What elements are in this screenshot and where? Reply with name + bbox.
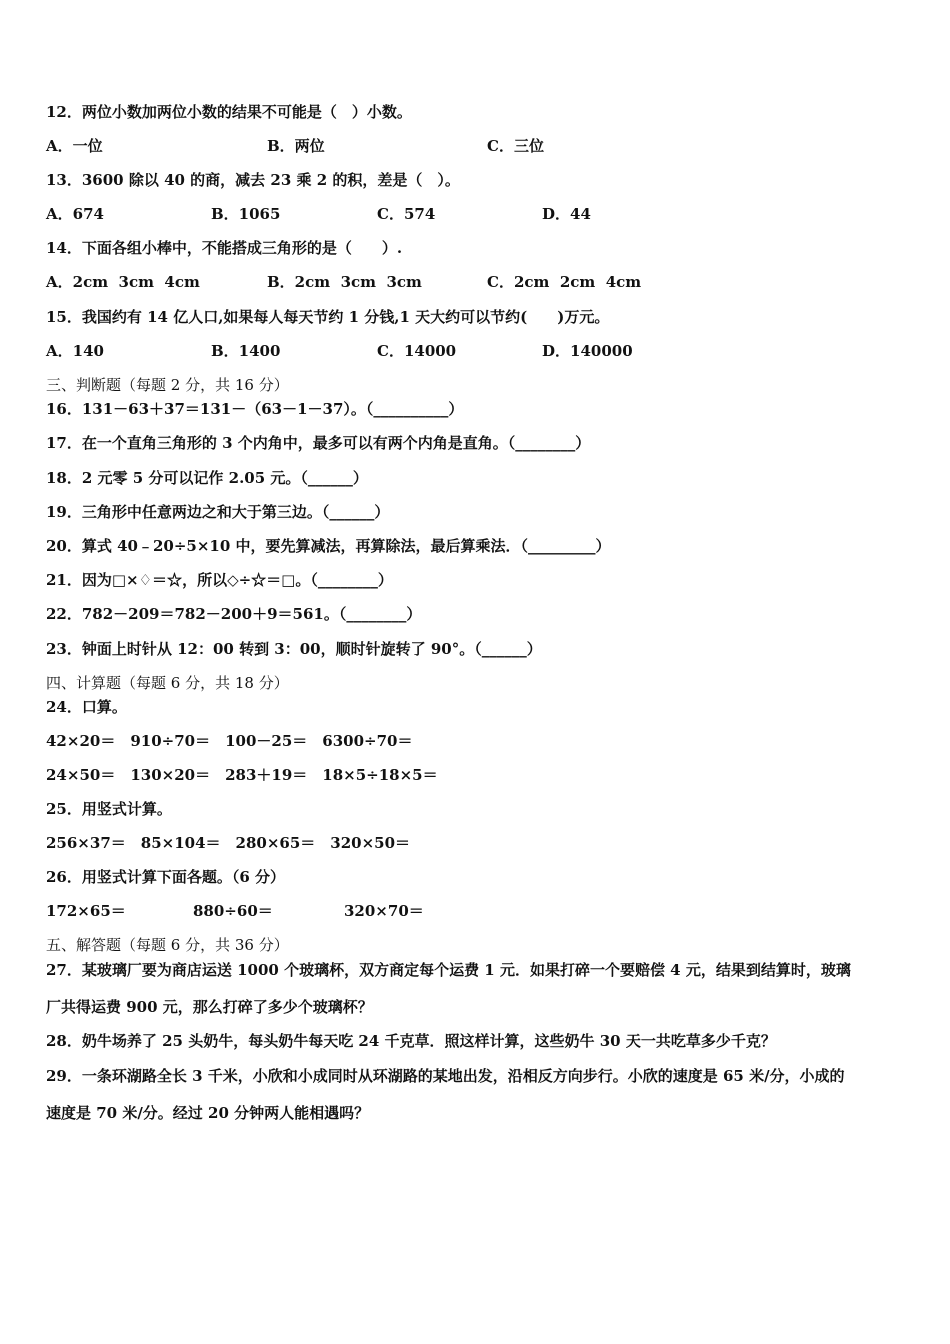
question-19: 19．三角形中任意两边之和大于第三边。（______）	[46, 503, 390, 521]
question-16: 16．131－63＋37＝131－（63－1－37）。（__________）	[46, 400, 464, 418]
question-15-stem: 15．我国约有 14 亿人口,如果每人每天节约 1 分钱,1 天大约可以节约( )万元。	[46, 308, 610, 326]
question-28: 28．奶牛场养了 25 头奶牛，每头奶牛每天吃 24 千克草．照这样计算，这些奶牛 30 天一共吃草多少千克？	[46, 1032, 776, 1050]
question-12-option-c: C．三位	[487, 137, 544, 155]
question-26-stem: 26．用竖式计算下面各题。（6 分）	[46, 868, 286, 886]
question-24-row-1: 42×20＝ 910÷70＝ 100－25＝ 6300÷70＝	[46, 732, 413, 750]
question-13-option-b: B．1065	[211, 205, 281, 223]
question-23: 23．钟面上时针从 12：00 转到 3：00，顺时针旋转了 90°。（______）	[46, 640, 542, 658]
question-14-option-c: C．2cm 2cm 4cm	[487, 273, 642, 291]
question-24-stem: 24．口算。	[46, 698, 127, 716]
question-15-option-a: A．140	[46, 342, 104, 360]
question-22: 22．782－209＝782－200＋9＝561。（________）	[46, 605, 422, 623]
question-29-line-2: 速度是 70 米/分。经过 20 分钟两人能相遇吗？	[46, 1104, 370, 1122]
question-12-option-a: A．一位	[46, 137, 103, 155]
question-15-option-b: B．1400	[211, 342, 281, 360]
question-13-option-c: C．574	[377, 205, 436, 223]
question-15-option-d: D．140000	[542, 342, 633, 360]
question-13-option-a: A．674	[46, 205, 104, 223]
question-13-stem: 13．3600 除以 40 的商，减去 23 乘 2 的积，差是（ ）。	[46, 171, 460, 189]
section-3-heading: 三、判断题（每题 2 分，共 16 分）	[46, 376, 289, 394]
question-14-stem: 14．下面各组小棒中，不能搭成三角形的是（ ）.	[46, 239, 403, 257]
question-14-option-b: B．2cm 3cm 3cm	[267, 273, 422, 291]
question-27-line-1: 27．某玻璃厂要为商店运送 1000 个玻璃杯，双方商定每个运费 1 元．如果打碎一个要赔偿 4 元，结果到结算时，玻璃	[46, 961, 851, 979]
question-26-item-2: 880÷60＝	[193, 902, 273, 920]
question-18: 18．2 元零 5 分可以记作 2.05 元。（______）	[46, 469, 368, 487]
question-15-option-c: C．14000	[377, 342, 457, 360]
question-25-stem: 25．用竖式计算。	[46, 800, 172, 818]
question-26-item-1: 172×65＝	[46, 902, 126, 920]
question-21: 21．因为□×♢＝☆，所以◇÷☆＝□。（________）	[46, 571, 393, 589]
question-12-option-b: B．两位	[267, 137, 325, 155]
question-13-option-d: D．44	[542, 205, 591, 223]
section-5-heading: 五、解答题（每题 6 分，共 36 分）	[46, 936, 289, 954]
section-4-heading: 四、计算题（每题 6 分，共 18 分）	[46, 674, 289, 692]
question-17: 17．在一个直角三角形的 3 个内角中，最多可以有两个内角是直角。（________）	[46, 434, 591, 452]
question-12-stem: 12．两位小数加两位小数的结果不可能是（ ）小数。	[46, 103, 412, 121]
question-24-row-2: 24×50＝ 130×20＝ 283＋19＝ 18×5÷18×5＝	[46, 766, 438, 784]
question-29-line-1: 29．一条环湖路全长 3 千米，小欣和小成同时从环湖路的某地出发，沿相反方向步行。小欣的速度是 65 米/分，小成的	[46, 1067, 845, 1085]
question-27-line-2: 厂共得运费 900 元，那么打碎了多少个玻璃杯？	[46, 998, 373, 1016]
question-14-option-a: A．2cm 3cm 4cm	[46, 273, 200, 291]
question-26-item-3: 320×70＝	[344, 902, 424, 920]
question-20: 20．算式 40﹣20÷5×10 中，要先算减法，再算除法，最后算乘法．（_________）	[46, 537, 611, 555]
question-25-row-1: 256×37＝ 85×104＝ 280×65＝ 320×50＝	[46, 834, 411, 852]
